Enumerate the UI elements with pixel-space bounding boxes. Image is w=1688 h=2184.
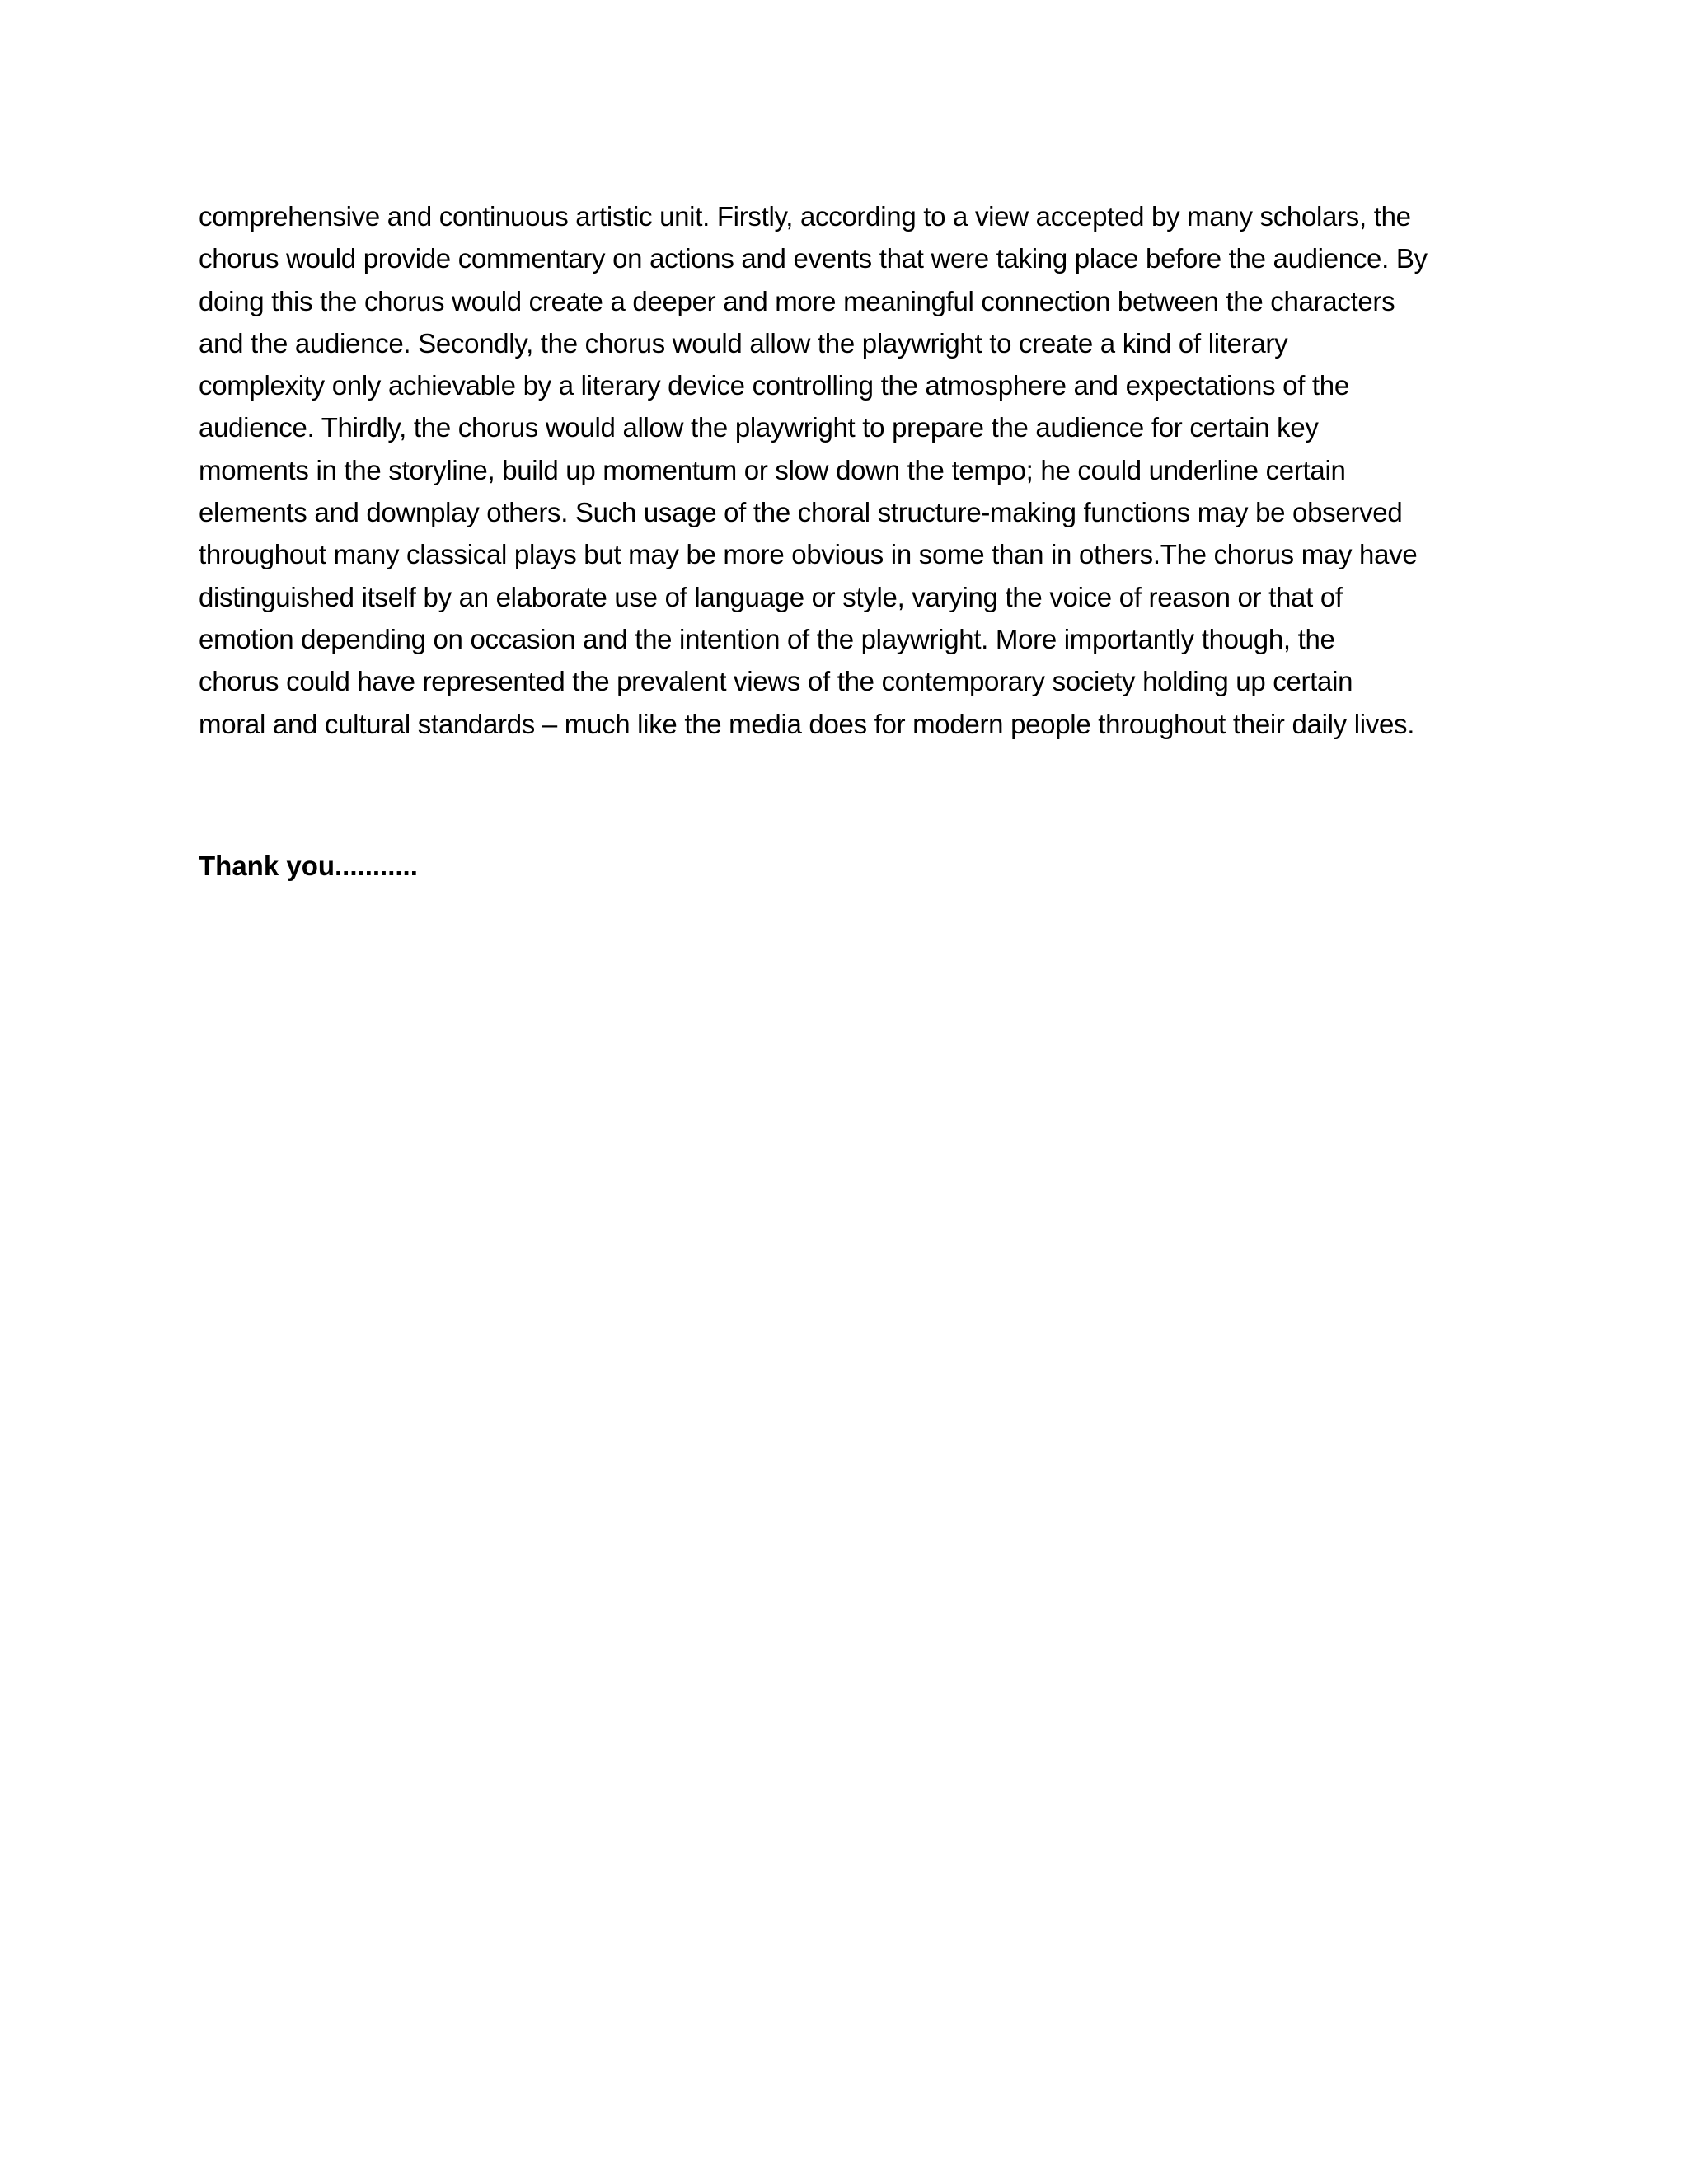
page-content (199, 195, 1493, 881)
closing-text: Thank you........... (199, 851, 418, 881)
paragraph-line: audience. Thirdly, the chorus would allow the playwright to prepare the audience for certain key (199, 412, 1319, 443)
paragraph-line: doing this the chorus would create a deeper and more meaningful connection between the characters (199, 285, 1395, 316)
paragraph-line: and the audience. Secondly, the chorus would allow the playwright to create a kind of literary (199, 327, 1288, 359)
body-paragraph (199, 195, 1493, 745)
paragraph-line: emotion depending on occasion and the intention of the playwright. More importantly though, the (199, 623, 1335, 654)
paragraph-line: complexity only achievable by a literary device controlling the atmosphere and expectations of the (199, 370, 1349, 401)
paragraph-line: comprehensive and continuous artistic unit. Firstly, according to a view accepted by many scholars, the (199, 201, 1411, 232)
paragraph-line: throughout many classical plays but may be more obvious in some than in others.The chorus may have (199, 539, 1418, 570)
paragraph-line: moral and cultural standards – much like the media does for modern people throughout their daily lives. (199, 708, 1415, 739)
paragraph-line: chorus could have represented the prevalent views of the contemporary society holding up certain (199, 666, 1353, 697)
paragraph-line: distinguished itself by an elaborate use of language or style, varying the voice of reason or that of (199, 581, 1343, 612)
paragraph-line: elements and downplay others. Such usage of the choral structure-making functions may be observed (199, 497, 1403, 528)
paragraph-line: chorus would provide commentary on actions and events that were taking place before the audience. By (199, 243, 1428, 274)
paragraph-line: moments in the storyline, build up momentum or slow down the tempo; he could underline certain (199, 454, 1346, 485)
